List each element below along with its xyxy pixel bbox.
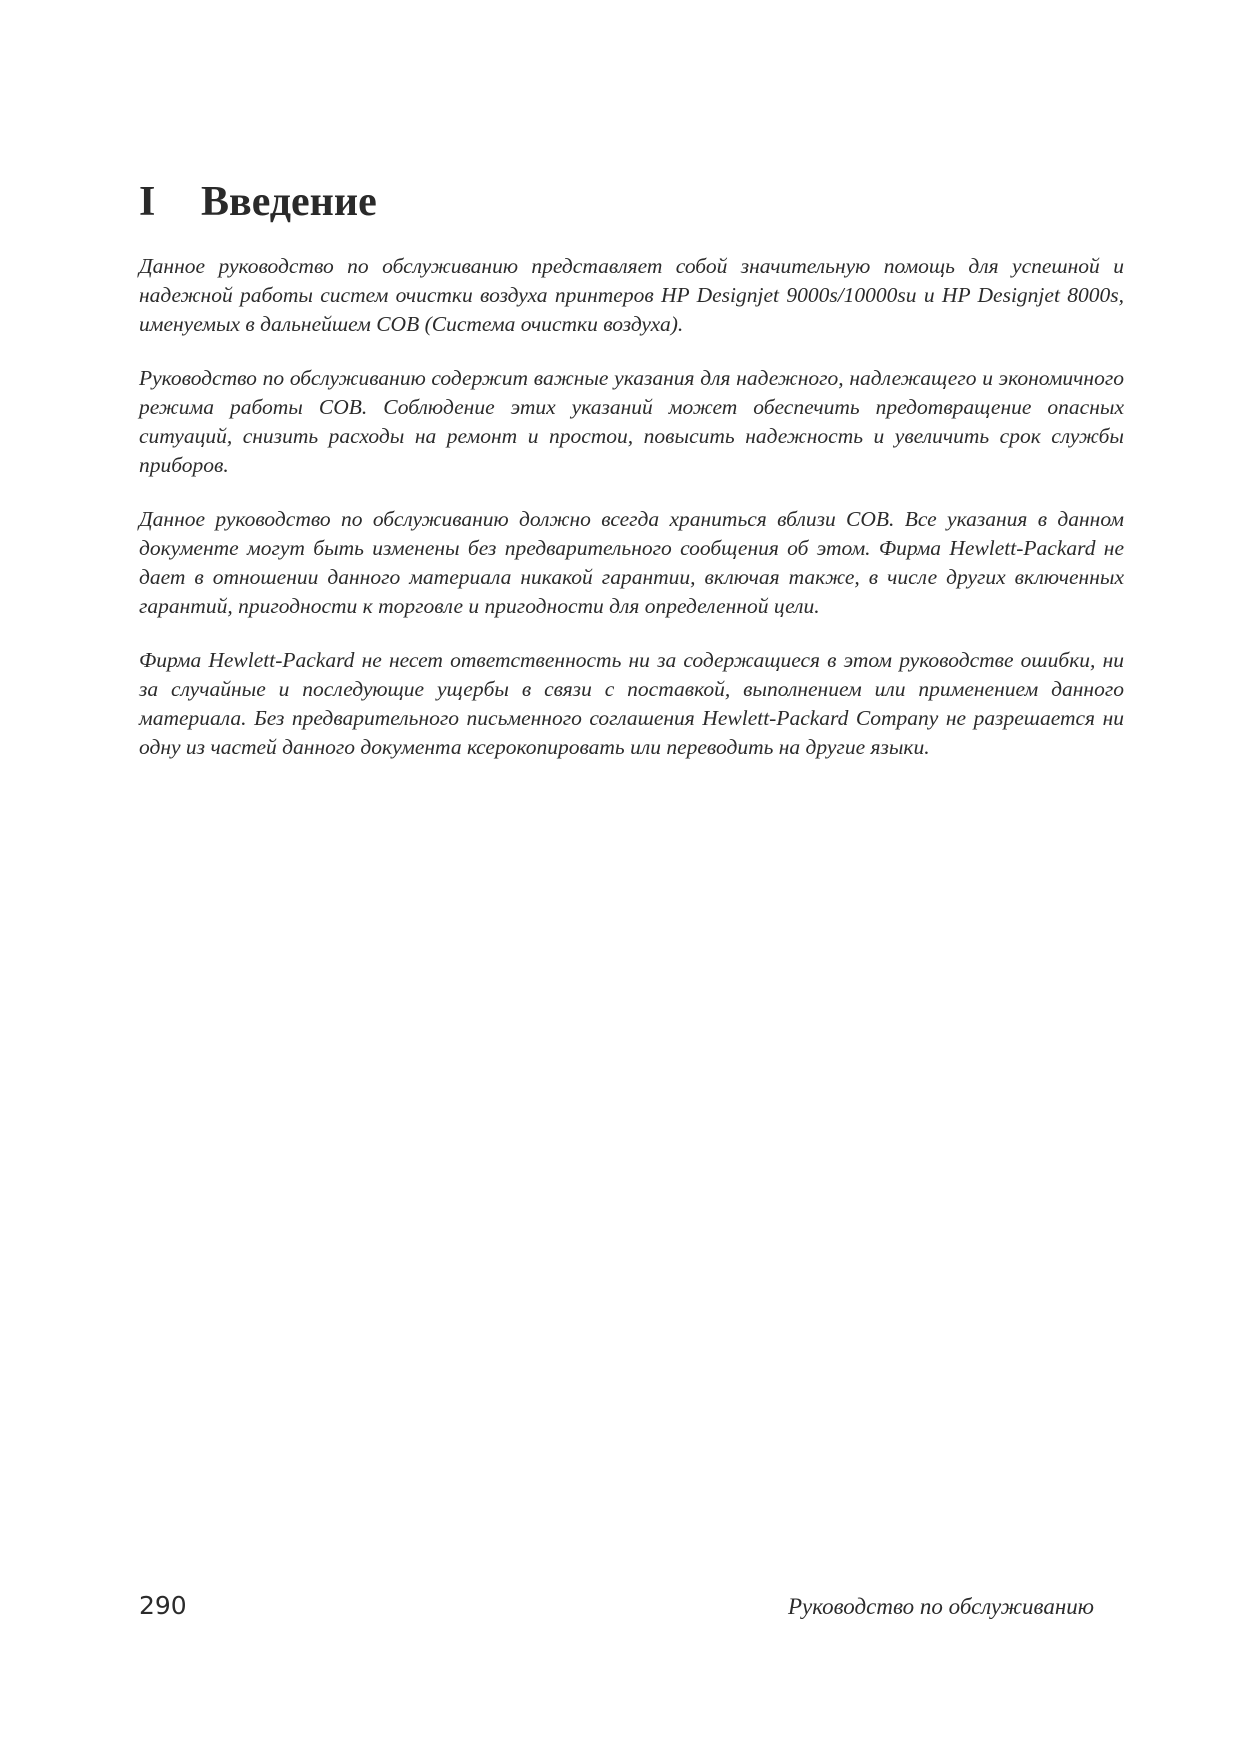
- paragraph-liability: Фирма Hewlett-Packard не несет ответственность ни за содержащиеся в этом руководстве ошибки, ни за случайные и последующие ущербы в связи с поставкой, выполнением или применением данного материала. Без предварительного письменного соглашения Hewlett-Packard Company не разрешается ни одну из частей данного документа ксерокопировать или переводить на другие языки.: [139, 648, 1124, 759]
- page-number: 290: [139, 1591, 187, 1620]
- section-number: I: [139, 179, 156, 225]
- body-text: [139, 252, 1124, 787]
- section-title: Введение: [201, 179, 377, 225]
- footer-doc-title: Руководство по обслуживанию: [787, 1594, 1094, 1619]
- paragraph-intro: Данное руководство по обслуживанию представляет собой значительную помощь для успешной и надежной работы систем очистки воздуха принтеров HP Designjet 9000s/10000su и HP Designjet 8000s, именуемых в дальнейшем СОВ (Система очистки воздуха).: [139, 254, 1124, 336]
- paragraph-instructions: Руководство по обслуживанию содержит важные указания для надежного, надлежащего и экономичного режима работы СОВ. Соблюдение этих указаний может обеспечить предотвращение опасных ситуаций, снизить расходы на ремонт и простои, повысить надежность и увеличить срок службы приборов.: [139, 366, 1124, 477]
- section-heading: [139, 176, 377, 228]
- paragraph-storage: Данное руководство по обслуживанию должно всегда храниться вблизи СОВ. Все указания в данном документе могут быть изменены без предварительного сообщения об этом. Фирма Hewlett-Packard не дает в отношении данного материала никакой гарантии, включая также, в числе других включенных гарантий, пригодности к торговле и пригодности для определенной цели.: [139, 507, 1124, 618]
